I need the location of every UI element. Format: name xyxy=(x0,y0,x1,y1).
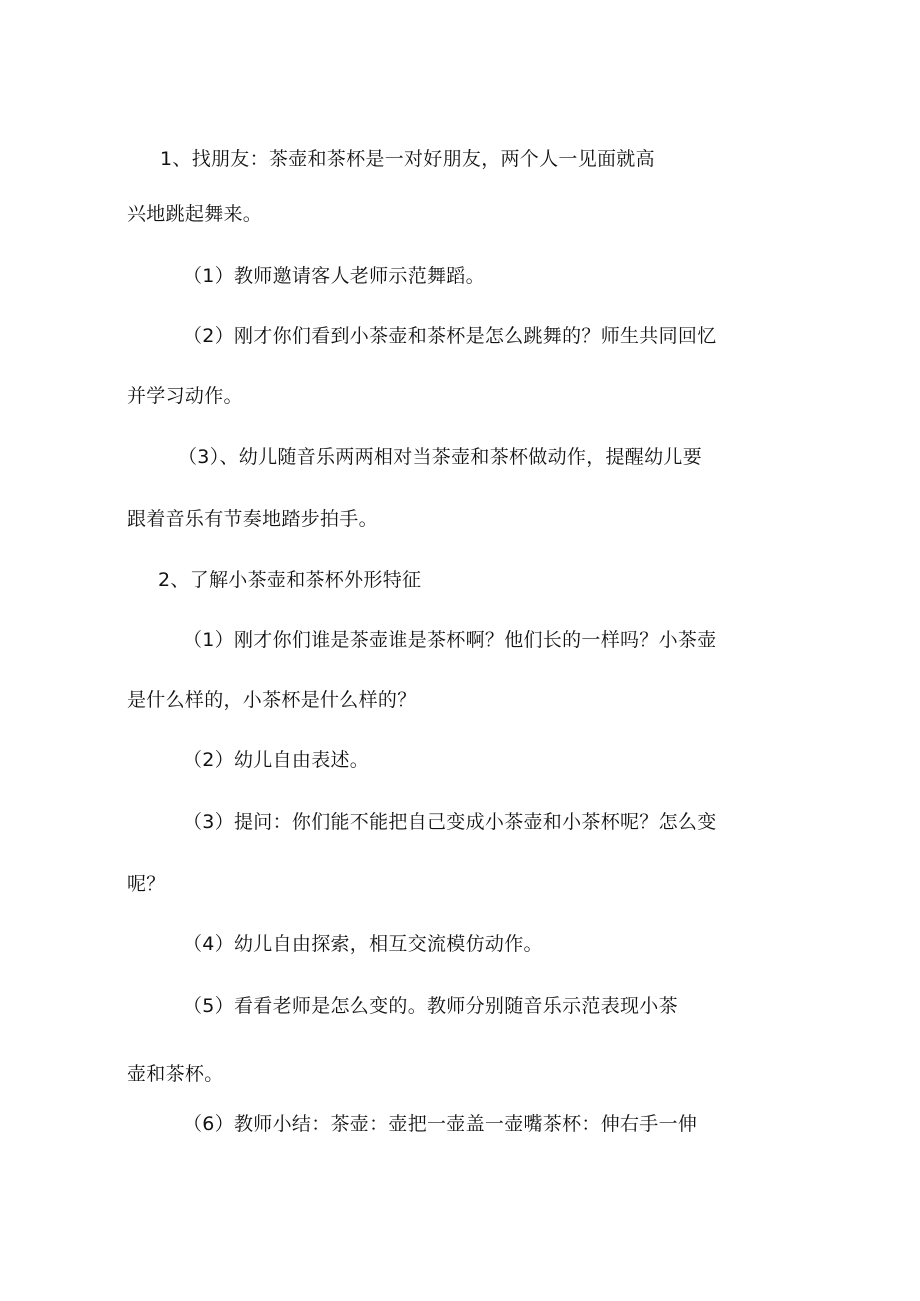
paragraph-line: （6）教师小结：茶壶：壶把一壶盖一壶嘴茶杯：伸右手一伸 xyxy=(183,1113,698,1135)
paragraph-line: 并学习动作。 xyxy=(127,385,243,407)
paragraph-line: 兴地跳起舞来。 xyxy=(127,203,263,225)
paragraph-line: （2）刚才你们看到小茶壶和茶杯是怎么跳舞的？师生共同回忆 xyxy=(183,325,717,347)
paragraph-line: （3）、幼儿随音乐两两相对当茶壶和茶杯做动作，提醒幼儿要 xyxy=(178,446,702,468)
paragraph-line: 是什么样的，小茶杯是什么样的？ xyxy=(127,689,417,711)
paragraph-line: （4）幼儿自由探索，相互交流模仿动作。 xyxy=(183,933,543,955)
paragraph-line: 2、了解小茶壶和茶杯外形特征 xyxy=(158,569,422,591)
paragraph-line: （5）看看老师是怎么变的。教师分别随音乐示范表现小茶 xyxy=(183,995,678,1017)
paragraph-line: 壶和茶杯。 xyxy=(127,1063,224,1085)
paragraph-line: 1、找朋友：茶壶和茶杯是一对好朋友，两个人一见面就高 xyxy=(160,148,655,170)
paragraph-line: （2）幼儿自由表述。 xyxy=(183,749,370,771)
paragraph-line: （1）教师邀请客人老师示范舞蹈。 xyxy=(183,265,485,287)
paragraph-line: 跟着音乐有节奏地踏步拍手。 xyxy=(127,508,378,530)
paragraph-line: （1）刚才你们谁是茶壶谁是茶杯啊？他们长的一样吗？小茶壶 xyxy=(183,629,717,651)
paragraph-line: 呢？ xyxy=(127,873,166,895)
paragraph-line: （3）提问：你们能不能把自己变成小茶壶和小茶杯呢？怎么变 xyxy=(183,811,717,833)
